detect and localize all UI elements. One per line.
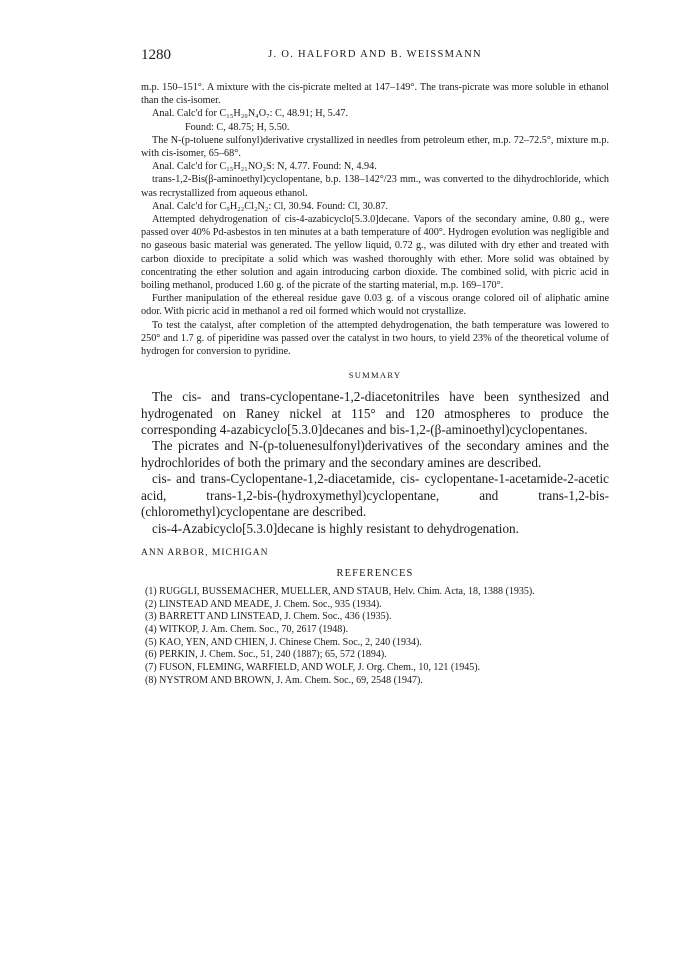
analysis-calculated: Anal. Calc'd for C₁₅H₂₀N₄O₇: C, 48.91; H, 5.47. [152, 108, 349, 120]
reference-list [141, 586, 609, 688]
reference-item: (4) WITKOP, J. Am. Chem. Soc., 70, 2617 (1948). [145, 624, 349, 636]
author-affiliation: ANN ARBOR, MICHIGAN [141, 547, 269, 558]
experimental-paragraph: trans-1,2-Bis(β-aminoethyl)cyclopentane, b.p. 138–142°/23 mm., was converted to the dihydrochloride, which was recrystallized from aqueous ethanol. [141, 174, 609, 199]
page-header [141, 47, 609, 65]
article-body [141, 81, 609, 688]
reference-item: (6) PERKIN, J. Chem. Soc., 51, 240 (1887); 65, 572 (1894). [145, 649, 387, 661]
analysis-line: Anal. Calc'd for C₁₅H₂₁NO₂S: N, 4.77. Found: N, 4.94. [152, 161, 377, 173]
reference-item: (2) LINSTEAD AND MEADE, J. Chem. Soc., 935 (1934). [145, 598, 382, 610]
running-head: J. O. HALFORD AND B. WEISSMANN [268, 49, 482, 60]
page-number: 1280 [141, 47, 171, 63]
summary-heading: SUMMARY [348, 370, 402, 381]
reference-item: (8) NYSTROM AND BROWN, J. Am. Chem. Soc., 69, 2548 (1947). [145, 674, 423, 686]
summary-paragraph: The cis- and trans-cyclopentane-1,2-diacetonitriles have been synthesized and hydrogenated on Raney nickel at 115° and 120 atmospheres to produce the corresponding 4-azabicyclo[5.3.0]decanes and bis-1,2-(β-aminoethyl)cyclopentanes. [141, 389, 609, 438]
summary-paragraph: cis- and trans-Cyclopentane-1,2-diacetamide, cis- cyclopentane-1-acetamide-2-acetic acid, trans-1,2-bis-(hydroxymethyl)cyclopentane, and trans-1,2-bis-(chloromethyl)cyclopentane are described. [141, 471, 609, 520]
reference-item: (3) BARRETT AND LINSTEAD, J. Chem. Soc., 436 (1935). [145, 611, 392, 623]
experimental-paragraph: Attempted dehydrogenation of cis-4-azabicyclo[5.3.0]decane. Vapors of the secondary amine, 0.80 g., were passed over 40% Pd-asbestos in ten minutes at a bath temperature of 400°. Hydrogen evolution was negligible and no gaseous basic material was generated. The yellow liquid, 0.72 g., was diluted with dry ether and treated with carbon dioxide to precipitate a solid which was washed thoroughly with ether. More solid was obtained by concentrating the ether solution and again introducing carbon dioxide. The combined solid, with picric acid in boiling methanol, produced 1.60 g. of the picrate of the starting material, m.p. 169–170°. [141, 214, 609, 292]
analysis-line: Anal. Calc'd for C₉H₂₂Cl₂N₂: Cl, 30.94. Found: Cl, 30.87. [152, 200, 389, 212]
summary-paragraph: cis-4-Azabicyclo[5.3.0]decane is highly resistant to dehydrogenation. [152, 520, 519, 536]
reference-item: (1) RUGGLI, BUSSEMACHER, MUELLER, AND STAUB, Helv. Chim. Acta, 18, 1388 (1935). [145, 585, 535, 597]
reference-item: (7) FUSON, FLEMING, WARFIELD, AND WOLF, J. Org. Chem., 10, 121 (1945). [145, 662, 481, 674]
reference-item: (5) KAO, YEN, AND CHIEN, J. Chinese Chem. Soc., 2, 240 (1934). [145, 636, 422, 648]
experimental-paragraph: The N-(p-toluene sulfonyl)derivative crystallized in needles from petroleum ether, m.p. 72–72.5°, mixture m.p. with cis-isomer, 65–68°. [141, 134, 609, 160]
summary-paragraph: The picrates and N-(p-toluenesulfonyl)derivatives of the secondary amines and the hydrochlorides of both the primary and the secondary amines are described. [141, 438, 609, 470]
experimental-paragraph: Further manipulation of the ethereal residue gave 0.03 g. of a viscous orange colored oil of aliphatic amine odor. With picric acid in methanol a red oil formed which would not crystallize. [141, 293, 609, 318]
analysis-found: Found: C, 48.75; H, 5.50. [185, 121, 290, 133]
experimental-paragraph: To test the catalyst, after completion of the attempted dehydrogenation, the bath temperature was lowered to 250° and 1.7 g. of piperidine was passed over the catalyst in two hours, to yield 23% of the theoretical volume of hydrogen for conversion to pyridine. [141, 319, 609, 358]
experimental-paragraph: m.p. 150–151°. A mixture with the cis-picrate melted at 147–149°. The trans-picrate was more soluble in ethanol than the cis-isomer. [141, 82, 609, 107]
references-heading: REFERENCES [336, 567, 414, 579]
